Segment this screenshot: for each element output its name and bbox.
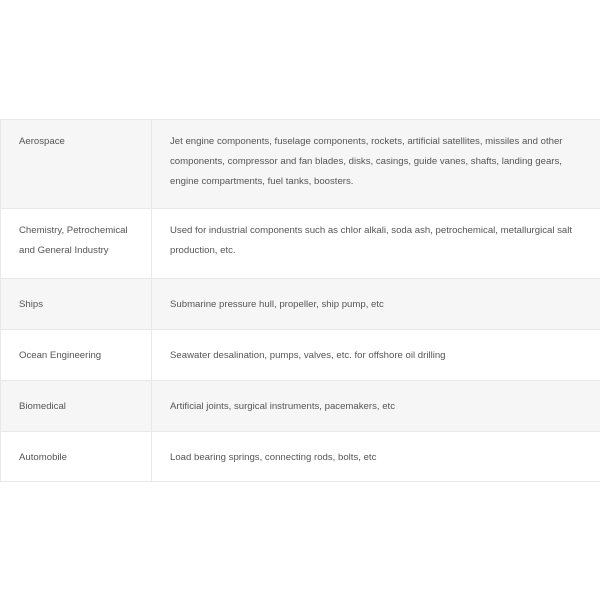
field-cell: Ships <box>1 279 152 330</box>
field-cell: Biomedical <box>1 381 152 432</box>
description-cell: Jet engine components, fuselage components, rockets, artificial satellites, missiles and other components, compressor and fan blades, disks, casings, guide vanes, shafts, landing gears, engine compartments, fuel tanks, boosters. <box>152 120 600 209</box>
field-cell: Aerospace <box>1 120 152 209</box>
description-cell: Used for industrial components such as chlor alkali, soda ash, petrochemical, metallurgical salt production, etc. <box>152 209 600 279</box>
field-cell: Automobile <box>1 432 152 482</box>
table-row <box>1 330 600 381</box>
field-cell: Ocean Engineering <box>1 330 152 381</box>
table-row <box>1 279 600 330</box>
description-cell: Artificial joints, surgical instruments, pacemakers, etc <box>152 381 600 432</box>
table-row <box>1 381 600 432</box>
description-cell: Load bearing springs, connecting rods, bolts, etc <box>152 432 600 482</box>
table-row <box>1 432 600 482</box>
applications-table <box>0 119 600 482</box>
description-cell: Submarine pressure hull, propeller, ship pump, etc <box>152 279 600 330</box>
description-cell: Seawater desalination, pumps, valves, etc. for offshore oil drilling <box>152 330 600 381</box>
field-cell: Chemistry, Petrochemical and General Industry <box>1 209 152 279</box>
table-row <box>1 120 600 209</box>
table-row <box>1 209 600 279</box>
